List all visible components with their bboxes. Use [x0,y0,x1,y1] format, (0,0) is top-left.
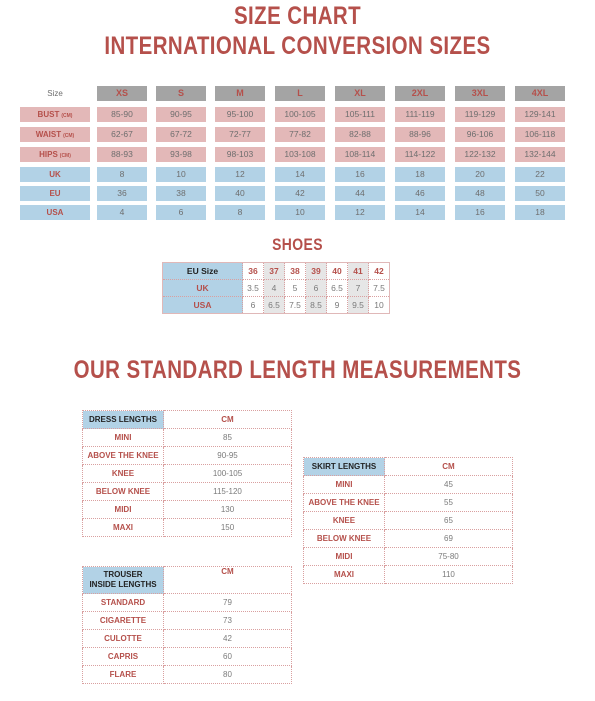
size-header-cell: XS [97,86,147,101]
row-value: 69 [385,530,513,548]
shoe-value-cell: 4 [264,280,285,297]
row-value: 100-105 [164,465,292,483]
row-label: CAPRIS [83,648,164,666]
size-value-cell: 18 [395,167,445,182]
page-subtitle: INTERNATIONAL CONVERSION SIZES [104,32,491,60]
size-value-cell: 48 [455,186,505,201]
size-header-cell: XL [335,86,385,101]
size-value-cell: 46 [395,186,445,201]
size-value-cell: 88-96 [395,127,445,142]
row-label: FLARE [83,666,164,684]
shoes-row-label: UK [163,280,243,297]
size-value-cell: 96-106 [455,127,505,142]
size-value-cell: 106-118 [515,127,565,142]
shoe-value-cell: 6.5 [327,280,348,297]
table-row [83,630,292,648]
size-header-cell: S [156,86,206,101]
shoe-size-cell: 36 [243,263,264,280]
row-value: 80 [164,666,292,684]
row-label: BELOW KNEE [304,530,385,548]
table-row [83,519,292,537]
row-value: 45 [385,476,513,494]
table-row [83,501,292,519]
shoe-size-cell: 37 [264,263,285,280]
size-value-cell: 114-122 [395,147,445,162]
size-row-unit: (CM) [59,153,71,159]
shoe-value-cell: 9.5 [348,297,369,314]
skirt-lengths-table [303,457,513,584]
shoes-title: SHOES [272,235,323,254]
size-value-cell: 16 [455,205,505,220]
size-row-label [20,205,90,220]
row-value: 150 [164,519,292,537]
shoe-size-cell: 39 [306,263,327,280]
size-row-label [20,167,90,182]
row-label: ABOVE THE KNEE [304,494,385,512]
size-value-cell: 42 [275,186,325,201]
shoe-value-cell: 5 [285,280,306,297]
row-label: BELOW KNEE [83,483,164,501]
shoe-value-cell: 6 [306,280,327,297]
row-value: 60 [164,648,292,666]
skirt-unit-header: CM [385,458,513,476]
size-value-cell: 85-90 [97,107,147,122]
size-value-cell: 22 [515,167,565,182]
row-value: 73 [164,612,292,630]
size-row-label-text: BUST [37,110,60,119]
row-value: 79 [164,594,292,612]
trouser-lengths-table [82,566,292,684]
size-row-label-text: HIPS [39,150,58,159]
size-value-cell: 62-67 [97,127,147,142]
table-row [83,612,292,630]
size-value-cell: 105-111 [335,107,385,122]
size-value-cell: 98-103 [215,147,265,162]
row-label: MAXI [304,566,385,584]
size-value-cell: 88-93 [97,147,147,162]
page-title: SIZE CHART [233,2,362,30]
row-value: 65 [385,512,513,530]
table-row [304,476,513,494]
row-label: STANDARD [83,594,164,612]
size-value-cell: 14 [395,205,445,220]
size-value-cell: 129-141 [515,107,565,122]
row-label: MINI [304,476,385,494]
size-header-cell: 4XL [515,86,565,101]
size-value-cell: 95-100 [215,107,265,122]
table-row [304,494,513,512]
row-label: MINI [83,429,164,447]
size-value-cell: 8 [215,205,265,220]
size-value-cell: 122-132 [455,147,505,162]
size-row-label-text: UK [49,170,61,179]
size-row-unit: (CM) [63,133,75,139]
size-value-cell: 100-105 [275,107,325,122]
table-row [83,483,292,501]
shoe-size-cell: 41 [348,263,369,280]
size-row-unit: (CM) [61,113,73,119]
size-value-cell: 67-72 [156,127,206,142]
table-row [304,548,513,566]
row-value: 130 [164,501,292,519]
trouser-header-line1: TROUSER [103,570,143,579]
shoe-size-cell: 42 [369,263,390,280]
row-label: KNEE [83,465,164,483]
table-row [83,666,292,684]
size-header-cell: 3XL [455,86,505,101]
size-row-label [20,186,90,201]
row-value: 55 [385,494,513,512]
row-label: MIDI [304,548,385,566]
table-row [83,594,292,612]
table-row [304,566,513,584]
trouser-header-line2: INSIDE LENGTHS [89,580,157,589]
trouser-lengths-header [83,567,164,594]
shoe-value-cell: 8.5 [306,297,327,314]
shoes-uk-row [163,280,390,297]
dress-header-row [83,411,292,429]
shoe-value-cell: 10 [369,297,390,314]
row-label: KNEE [304,512,385,530]
size-value-cell: 90-95 [156,107,206,122]
size-header-cell: M [215,86,265,101]
shoes-usa-row [163,297,390,314]
shoe-size-cell: 38 [285,263,306,280]
shoes-table [162,262,390,314]
size-value-cell: 10 [156,167,206,182]
size-value-cell: 6 [156,205,206,220]
size-row-label-text: USA [46,208,64,217]
size-row-label-text: WAIST [35,130,62,139]
row-label: CIGARETTE [83,612,164,630]
table-row [83,648,292,666]
row-value: 75-80 [385,548,513,566]
size-row-label-text: EU [49,189,61,198]
row-value: 110 [385,566,513,584]
size-row-label [20,127,90,142]
shoe-size-cell: 40 [327,263,348,280]
shoe-value-cell: 3.5 [243,280,264,297]
shoe-value-cell: 6 [243,297,264,314]
size-header-cell: L [275,86,325,101]
table-row [83,447,292,465]
shoes-header-label: EU Size [163,263,243,280]
size-value-cell: 103-108 [275,147,325,162]
size-value-cell: 40 [215,186,265,201]
row-value: 115-120 [164,483,292,501]
skirt-header-row [304,458,513,476]
row-value: 90-95 [164,447,292,465]
row-label: MAXI [83,519,164,537]
dress-lengths-header: DRESS LENGTHS [83,411,164,429]
size-value-cell: 72-77 [215,127,265,142]
size-value-cell: 4 [97,205,147,220]
shoes-header-row [163,263,390,280]
shoe-value-cell: 7.5 [369,280,390,297]
dress-lengths-table [82,410,292,537]
shoe-value-cell: 7 [348,280,369,297]
size-value-cell: 38 [156,186,206,201]
row-value: 42 [164,630,292,648]
size-value-cell: 82-88 [335,127,385,142]
size-value-cell: 10 [275,205,325,220]
size-value-cell: 111-119 [395,107,445,122]
size-value-cell: 108-114 [335,147,385,162]
size-value-cell: 44 [335,186,385,201]
size-value-cell: 132-144 [515,147,565,162]
table-row [83,465,292,483]
size-value-cell: 14 [275,167,325,182]
size-header-label: Size [47,89,63,98]
size-value-cell: 20 [455,167,505,182]
trouser-unit-header: CM [164,567,292,594]
table-row [304,512,513,530]
row-label: CULOTTE [83,630,164,648]
size-row-label [20,107,90,122]
skirt-lengths-header: SKIRT LENGTHS [304,458,385,476]
size-value-cell: 36 [97,186,147,201]
shoe-value-cell: 7.5 [285,297,306,314]
shoes-row-label: USA [163,297,243,314]
table-row [304,530,513,548]
shoe-value-cell: 9 [327,297,348,314]
shoe-value-cell: 6.5 [264,297,285,314]
size-row-label [20,147,90,162]
size-value-cell: 93-98 [156,147,206,162]
size-value-cell: 77-82 [275,127,325,142]
trouser-header-row [83,567,292,594]
size-value-cell: 12 [335,205,385,220]
table-row [83,429,292,447]
row-label: MIDI [83,501,164,519]
dress-unit-header: CM [164,411,292,429]
size-header-cell: 2XL [395,86,445,101]
size-value-cell: 119-129 [455,107,505,122]
size-value-cell: 8 [97,167,147,182]
row-label: ABOVE THE KNEE [83,447,164,465]
size-value-cell: 50 [515,186,565,201]
lengths-title: OUR STANDARD LENGTH MEASUREMENTS [73,356,522,384]
size-value-cell: 12 [215,167,265,182]
size-value-cell: 16 [335,167,385,182]
size-value-cell: 18 [515,205,565,220]
row-value: 85 [164,429,292,447]
